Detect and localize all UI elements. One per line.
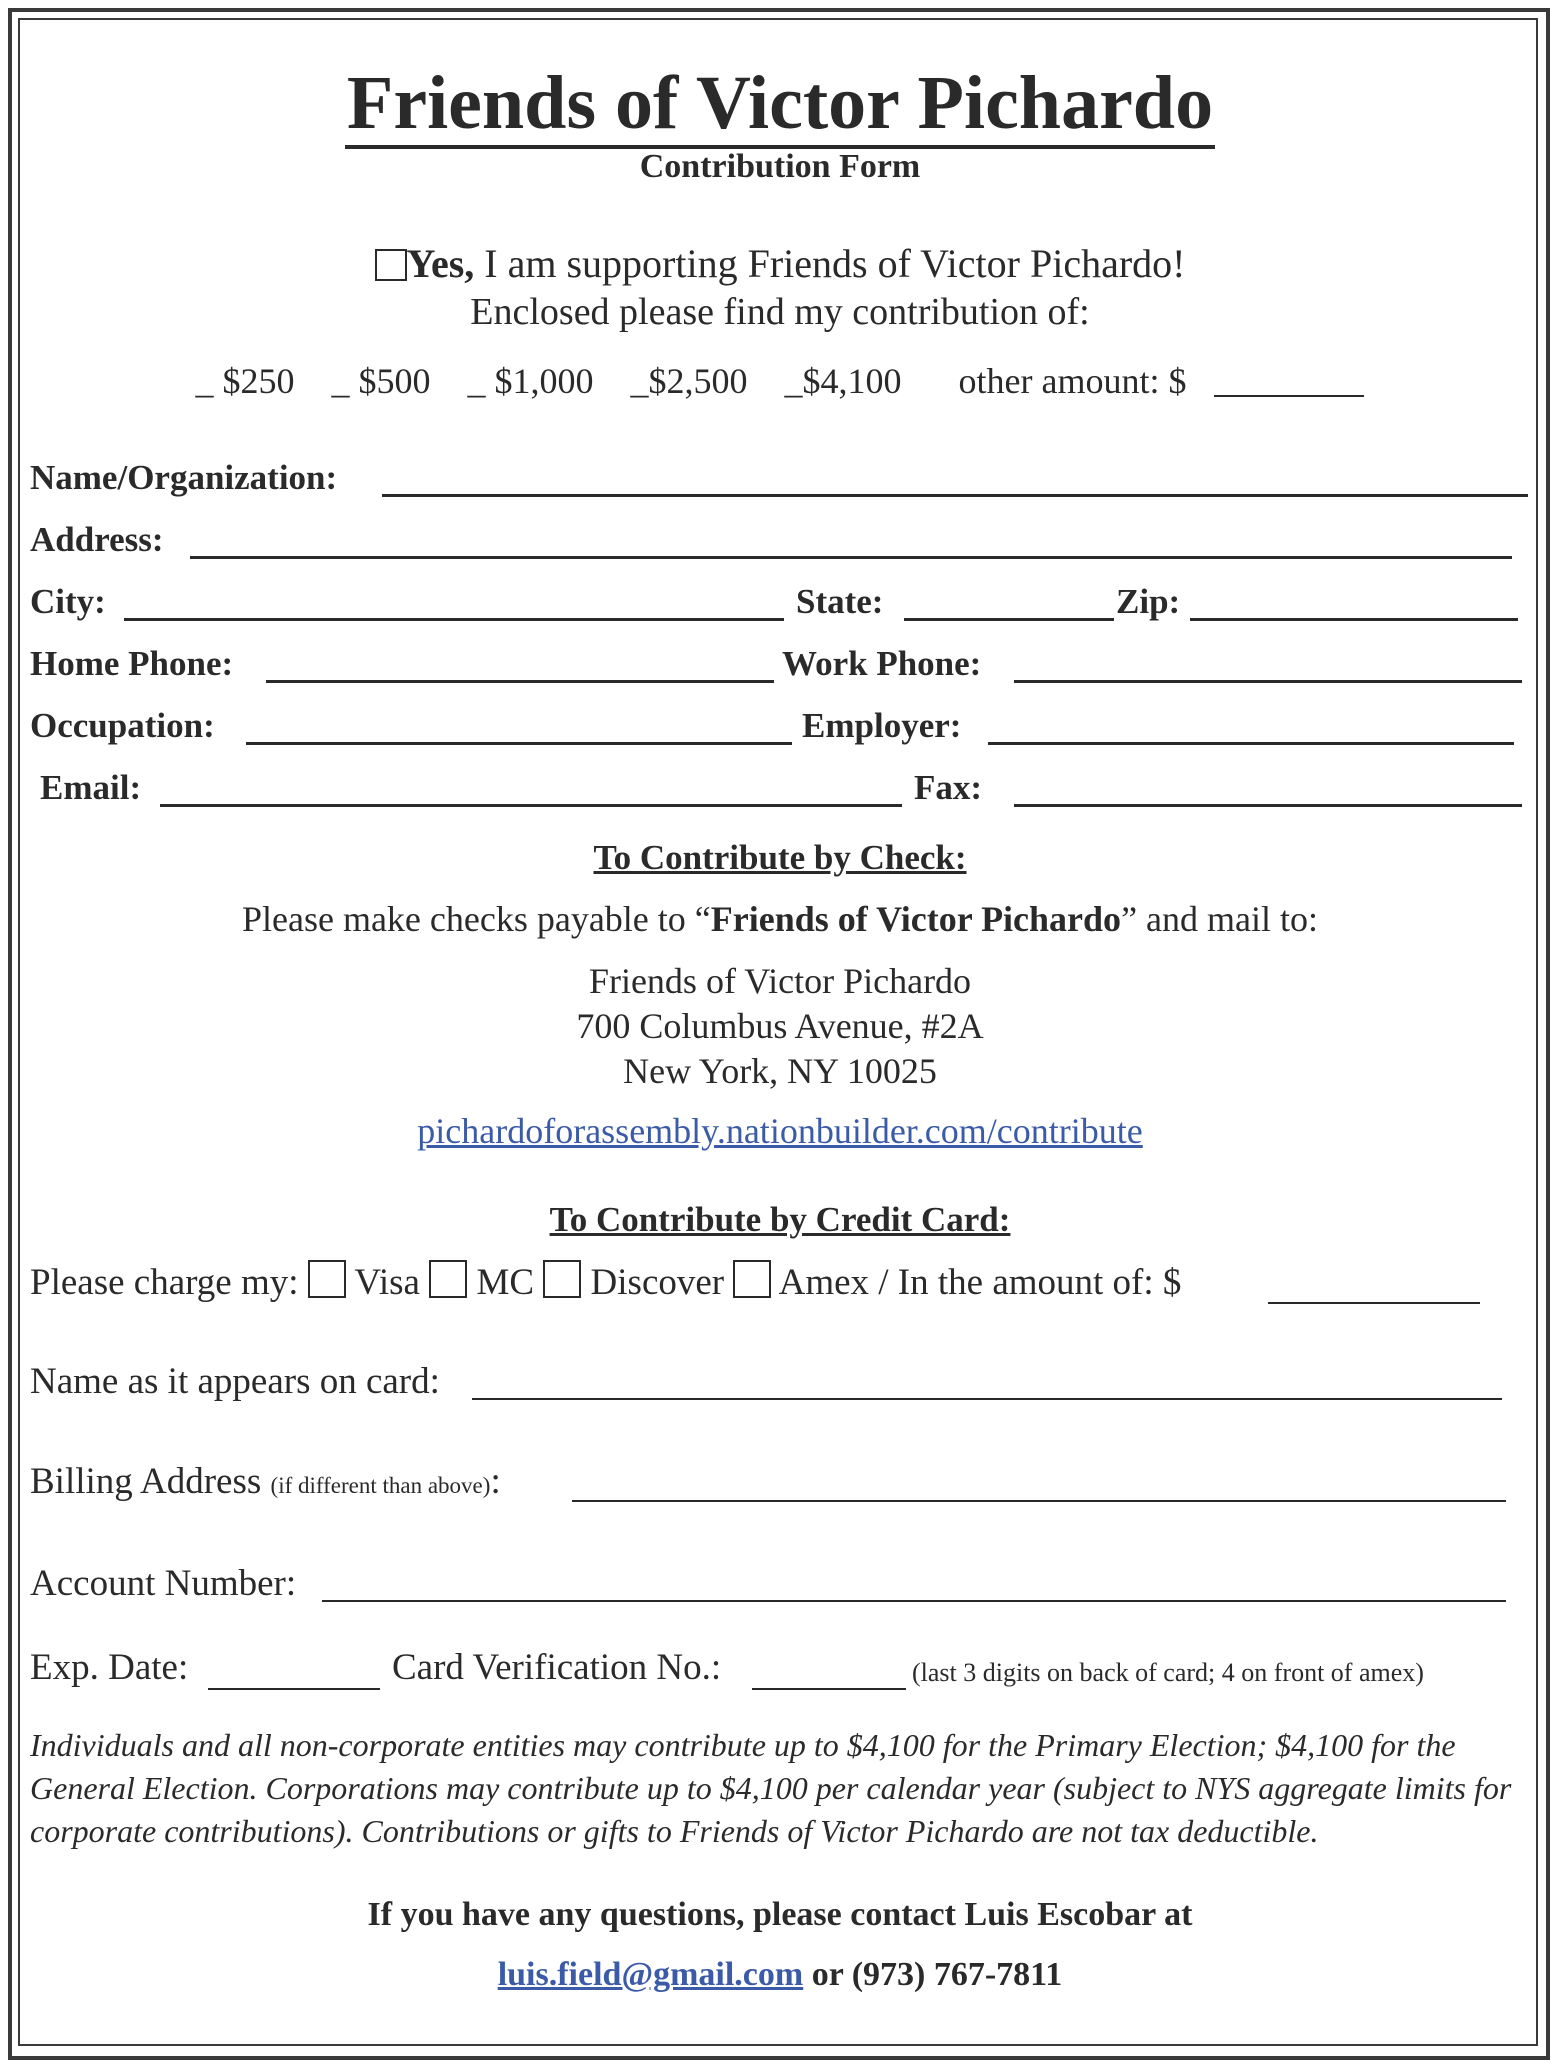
fax-label: Fax:: [914, 768, 983, 807]
card-amount-field[interactable]: [1268, 1302, 1480, 1304]
account-number-label: Account Number:: [30, 1563, 297, 1604]
payable-name: Friends of Victor Pichardo: [710, 899, 1122, 939]
employer-field[interactable]: [988, 742, 1514, 745]
billing-colon: :: [490, 1461, 501, 1502]
contact-line: If you have any questions, please contact Luis Escobar at: [367, 1896, 1193, 1933]
form-subtitle: Contribution Form: [639, 148, 921, 185]
form-title: [0, 58, 1560, 148]
contribute-url-line: [0, 1110, 1560, 1152]
visa-checkbox[interactable]: [308, 1260, 346, 1298]
support-text: I am supporting Friends of Victor Pichardo!: [484, 241, 1186, 286]
mail-address-line2: 700 Columbus Avenue, #2A: [576, 1006, 984, 1046]
email-field[interactable]: [160, 804, 902, 807]
work-phone-field[interactable]: [1014, 680, 1522, 683]
home-phone-label: Home Phone:: [30, 644, 234, 683]
mc-label: MC: [476, 1262, 535, 1303]
disclaimer-text: Individuals and all non-corporate entities may contribute up to $4,100 for the Primary Election; $4,100 for the General Election. Corporations may contribute up to $4,100 per calendar year (subject to NYS aggregate limits for corporate contributions). Contributions or gifts to Friends of Victor Pichardo are not tax deductible.: [30, 1727, 1512, 1849]
exp-date-label: Exp. Date:: [30, 1647, 189, 1688]
zip-field[interactable]: [1190, 618, 1518, 621]
cvn-field[interactable]: [752, 1688, 906, 1690]
amount-option[interactable]: _ $1,000: [467, 361, 594, 401]
work-phone-label: Work Phone:: [782, 644, 982, 683]
amount-option[interactable]: _ $500: [331, 361, 431, 401]
billing-label-text: Billing Address: [30, 1461, 262, 1502]
check-heading: To Contribute by Check:: [593, 838, 967, 877]
account-number-field[interactable]: [322, 1600, 1506, 1602]
cvn-note: (last 3 digits on back of card; 4 on front of amex): [912, 1658, 1424, 1687]
form-title-text: Friends of Victor Pichardo: [345, 61, 1215, 149]
contact-phone: or (973) 767-7811: [803, 1956, 1063, 1993]
mail-address-line3: New York, NY 10025: [623, 1051, 937, 1091]
amount-options: [0, 360, 1560, 402]
state-label: State:: [796, 582, 884, 621]
contact-details: [0, 1956, 1560, 1994]
amex-checkbox[interactable]: [733, 1260, 771, 1298]
state-field[interactable]: [904, 618, 1114, 621]
billing-note: (if different than above): [270, 1473, 491, 1498]
occupation-field[interactable]: [246, 742, 792, 745]
charge-row: [30, 1260, 1181, 1304]
email-label: Email:: [40, 768, 142, 807]
billing-address-label: [30, 1460, 501, 1503]
name-on-card-label: Name as it appears on card:: [30, 1361, 440, 1402]
name-org-label: Name/Organization:: [30, 458, 338, 497]
payable-pre: Please make checks payable to “: [241, 899, 711, 939]
contact-email-link[interactable]: luis.field@gmail.com: [497, 1956, 804, 1993]
mail-address-line1: Friends of Victor Pichardo: [588, 961, 972, 1001]
city-field[interactable]: [124, 618, 784, 621]
amount-option[interactable]: _$2,500: [630, 361, 748, 401]
yes-label: Yes,: [406, 241, 475, 286]
home-phone-field[interactable]: [266, 680, 774, 683]
occupation-label: Occupation:: [30, 706, 215, 745]
fax-field[interactable]: [1014, 804, 1522, 807]
enclosed-text: Enclosed please find my contribution of:: [470, 291, 1090, 333]
amount-option[interactable]: _$4,100: [784, 361, 902, 401]
contribute-link[interactable]: pichardoforassembly.nationbuilder.com/contribute: [417, 1111, 1143, 1151]
discover-checkbox[interactable]: [543, 1260, 581, 1298]
address-label: Address:: [30, 520, 164, 559]
other-amount-field[interactable]: [1214, 395, 1364, 397]
support-line: [0, 240, 1560, 287]
amex-amount-label: Amex / In the amount of: $: [778, 1262, 1182, 1303]
amount-option[interactable]: _ $250: [195, 361, 295, 401]
name-org-field[interactable]: [382, 494, 1528, 497]
city-label: City:: [30, 582, 106, 621]
cvn-label: Card Verification No.:: [392, 1647, 722, 1688]
other-amount-label: other amount: $: [958, 361, 1187, 401]
employer-label: Employer:: [802, 706, 962, 745]
credit-heading: To Contribute by Credit Card:: [549, 1200, 1011, 1239]
visa-label: Visa: [354, 1262, 420, 1303]
support-checkbox[interactable]: [375, 249, 407, 281]
name-on-card-field[interactable]: [472, 1398, 1502, 1400]
billing-address-field[interactable]: [572, 1500, 1506, 1502]
zip-label: Zip:: [1116, 582, 1181, 621]
address-field[interactable]: [190, 556, 1512, 559]
charge-label: Please charge my:: [30, 1262, 299, 1303]
check-payable-text: [0, 898, 1560, 940]
payable-post: ” and mail to:: [1121, 899, 1319, 939]
mc-checkbox[interactable]: [429, 1260, 467, 1298]
discover-label: Discover: [590, 1262, 725, 1303]
exp-date-field[interactable]: [208, 1688, 380, 1690]
